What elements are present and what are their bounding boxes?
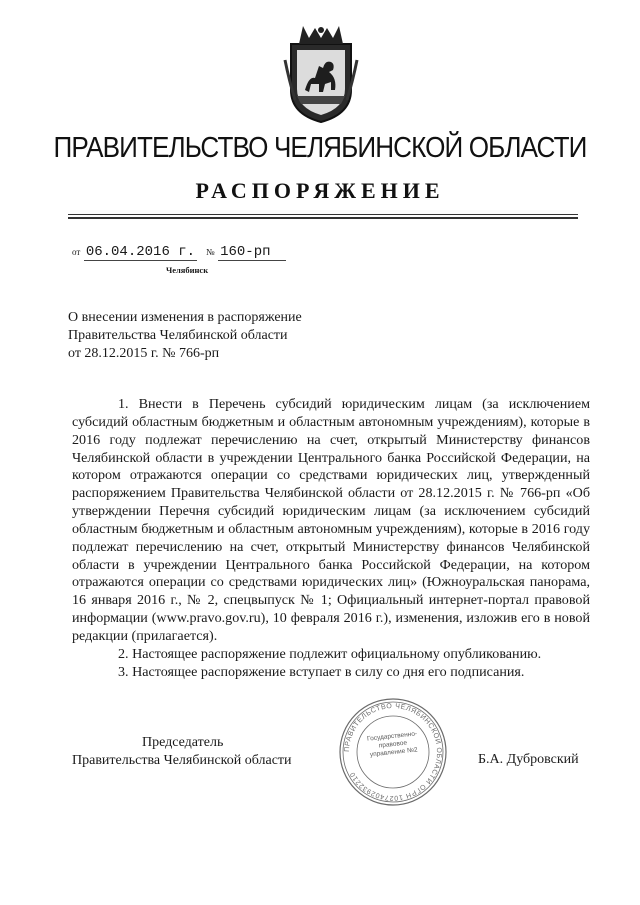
body-paragraph-2: 2. Настоящее распоряжение подлежит официальному опубликованию. xyxy=(118,645,542,662)
body-paragraph-1: 1. Внести в Перечень субсидий юридическим лицам (за исключением субсидий областным бюджетным и областным автономным учреждениям), которые в 2016 году подлежат перечислению на счет, открытый Министерству финансов Челябинской области в учреждении Центрального банка Российской Федерации, на котором отражаются операции со средствами юридических лиц, утвержденный распоряжением Правительства Челябинской области от 28.12.2015 г. № 766-рп «Об утверждении Перечня субсидий юридическим лицам (за исключением субсидий областным бюджетным и областным автономным учреждениям), которые в 2016 году подлежат перечислению на счет, открытый Министерству финансов Челябинской области в учреждении Центрального банка Российской Федерации, на котором отражаются операции со средствами юридических лиц» (Южноуральская панорама, 16 января 2016 г., № 2, спецвыпуск № 1; Официальный интернет-портал правовой информации (www.pravo.gov.ru), 10 февраля 2016 г.), изменения, изложив его в новой редакции (прилагается). xyxy=(72,396,590,644)
subject-line-2: Правительства Челябинской области xyxy=(68,328,288,343)
signatory-title-line-2: Правительства Челябинской области xyxy=(72,753,292,768)
number-prefix: № xyxy=(206,247,215,257)
document-body xyxy=(72,396,590,682)
date-prefix: от xyxy=(72,247,81,257)
header-divider-thin xyxy=(68,214,578,215)
subject-line-3: от 28.12.2015 г. № 766-рп xyxy=(68,346,220,361)
number-line xyxy=(206,244,286,261)
stamp-outer-text: ПРАВИТЕЛЬСТВО ЧЕЛЯБИНСКОЙ ОБЛАСТИ ОГРН 1027402932210 xyxy=(343,702,443,802)
city-label: Челябинск xyxy=(166,265,209,275)
subject-line-1: О внесении изменения в распоряжение xyxy=(68,310,302,325)
document-subject xyxy=(68,309,358,363)
stamp-inner-text: Государственно-правовое управление №2 xyxy=(366,730,418,759)
coat-of-arms-emblem xyxy=(283,20,359,124)
official-stamp xyxy=(338,697,448,807)
date-line xyxy=(72,244,197,261)
body-paragraph-3: 3. Настоящее распоряжение вступает в силу со дня его подписания. xyxy=(118,663,525,680)
signatory-name: Б.А. Дубровский xyxy=(478,752,579,767)
document-number: 160-рп xyxy=(218,244,286,261)
header-divider-thick xyxy=(68,217,578,219)
signatory-title xyxy=(72,734,312,770)
signatory-title-line-1: Председатель xyxy=(142,735,224,750)
document-date: 06.04.2016 г. xyxy=(85,244,196,260)
document-type-heading: РАСПОРЯЖЕНИЕ xyxy=(195,178,445,203)
government-title: ПРАВИТЕЛЬСТВО ЧЕЛЯБИНСКОЙ ОБЛАСТИ xyxy=(53,132,587,164)
